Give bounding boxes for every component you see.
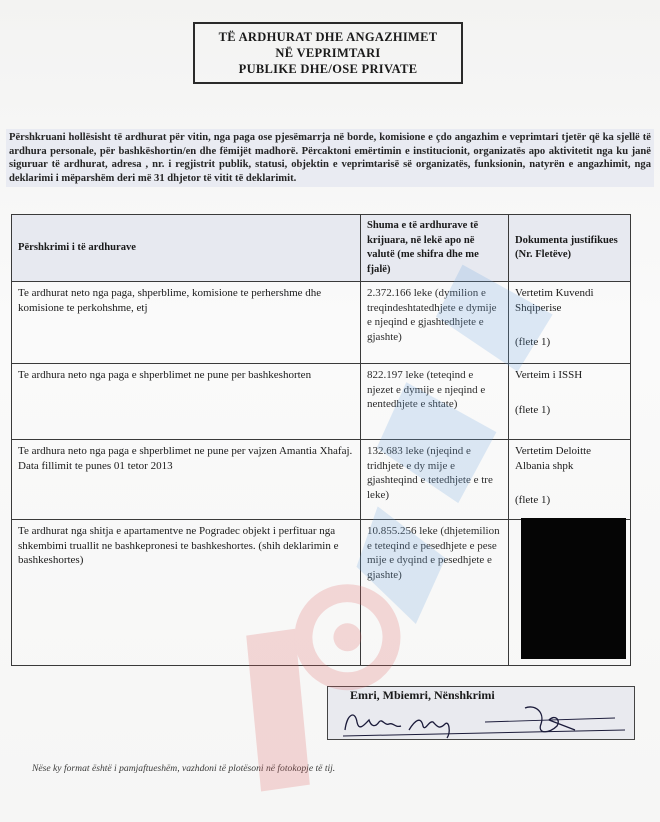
row-document-sheets: (flete 1) <box>515 336 551 348</box>
row-description: Te ardhurat nga shitja e apartamentve ne Pogradec objekt i perfituar nga shkembimi truallit ne bashkepronesi te bashkeshortes. (shih deklarimin e bashkeshortes) <box>12 520 361 666</box>
header-description: Përshkrimi i të ardhurave <box>12 215 361 282</box>
row-description: Te ardhurat neto nga paga, shperblime, komisione te perhershme dhe komisione te perkohshme, etj <box>12 282 361 364</box>
form-title-line-1: TË ARDHURAT DHE ANGAZHIMET <box>218 30 438 44</box>
form-title-line-3: PUBLIKE DHE/OSE PRIVATE <box>238 62 418 76</box>
table-row <box>12 364 631 440</box>
header-documents: Dokumenta justifikues (Nr. Fletëve) <box>509 215 631 282</box>
form-title-line-2: NË VEPRIMTARI <box>275 46 381 60</box>
row-amount: 2.372.166 leke (dymilion e treqindeshtatedhjete e dymije e njeqind e gjashtedhjete e gjashte) <box>361 282 509 364</box>
redaction-block <box>521 518 626 659</box>
table-header-row <box>12 215 631 282</box>
form-title-box <box>193 22 463 84</box>
row-document-name: Vertetim Deloitte Albania shpk <box>515 445 592 472</box>
row-description: Te ardhura neto nga paga e shperblimet ne pune per vajzen Amantia Xhafaj. Data fillimit te punes 01 tetor 2013 <box>12 440 361 520</box>
row-document-sheets: (flete 1) <box>515 494 551 506</box>
row-document-name: Verteim i ISSH <box>515 369 583 381</box>
row-document-name: Vertetim Kuvendi Shqiperise <box>515 287 594 314</box>
row-documents <box>509 440 631 520</box>
row-documents <box>509 282 631 364</box>
row-amount: 822.197 leke (teteqind e njezet e dymije e njeqind e nentedhjete e shtate) <box>361 364 509 440</box>
header-amount: Shuma e të ardhurave të krijuara, në lekë apo në valutë (me shifra dhe me fjalë) <box>361 215 509 282</box>
handwritten-signature <box>335 700 635 742</box>
row-documents <box>509 364 631 440</box>
signature-label: Emri, Mbiemri, Nënshkrimi <box>350 688 495 702</box>
row-document-sheets: (flete 1) <box>515 403 551 416</box>
table-row <box>12 440 631 520</box>
row-description: Te ardhura neto nga paga e shperblimet ne pune per bashkeshorten <box>12 364 361 440</box>
table-row <box>12 282 631 364</box>
instructions-paragraph: Përshkruani hollësisht të ardhurat për vitin, nga paga ose pjesëmarrja në borde, komisione e çdo angazhim e veprimtari tjetër që ka sjellë të ardhura personale, për bashkëshortin/en dhe fëmijët madhorë. Përcaktoni emërtimin e institucionit, organizatës apo aktivitetit nga ku janë siguruar të ardhurat, adresa , nr. i regjistrit publik, statusi, objektin e veprimtarisë së organizatës, funksionin, natyrën e angazhimit, nga deklarimi i mëparshëm deri më 31 dhjetor të vitit të deklarimit. <box>6 129 654 187</box>
row-amount: 132.683 leke (njeqind e tridhjete e dy mije e gjashteqind e tetedhjete e tre leke) <box>361 440 509 520</box>
footer-note: Nëse ky format është i pamjaftueshëm, vazhdoni të plotësoni në fotokopje të tij. <box>32 763 336 774</box>
row-amount: 10.855.256 leke (dhjetemilion e teteqind e pesedhjete e pese mije e dyqind e pesedhjete e gjashte) <box>361 520 509 666</box>
